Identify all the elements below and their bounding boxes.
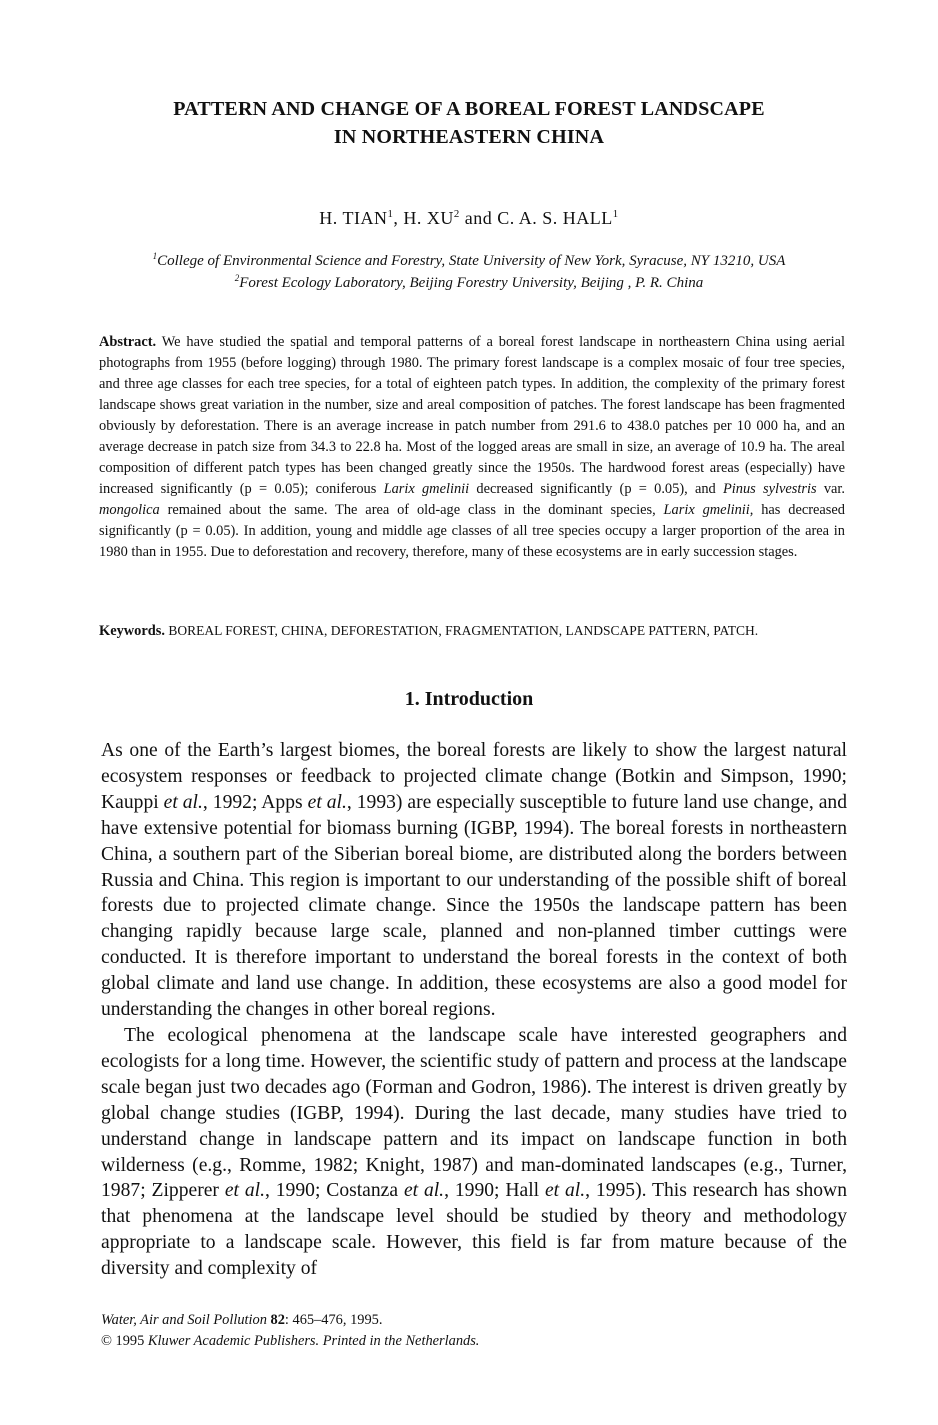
publisher-name: Kluwer Academic Publishers. Printed in the Netherlands. [147,1333,480,1349]
abstract-species-1: Larix gmelinii [383,481,470,497]
p1-etal-1: et al. [163,791,203,813]
p1-text-1: As one of the Earth’s largest biomes, the boreal forests are likely to show the largest natural ecosystem responses or feedback to projected climate change (Botkin and Simpson, 1990; Kauppi [101,740,847,813]
paragraph-2 [101,1023,847,1282]
author-3: C. A. S. HALL [497,208,613,228]
p2-text-1: The ecological phenomena at the landscape scale have interested geographers and ecologists for a long time. However, the scientific study of pattern and process at the landscape scale began just two decades ago (Forman and Godron, 1986). The interest is driven greatly by global change studies (IGBP, 1994). During the last decade, many studies have tried to understand change in landscape pattern and its impact on landscape function in both wilderness (e.g., Romme, 1982; Knight, 1987) and man-dominated landscapes (e.g., Turner, 1987; Zipperer [101,1024,847,1202]
journal-citation [101,1310,847,1331]
affiliation-2-mark: 2 [234,273,240,283]
affiliation-2-text: Forest Ecology Laboratory, Beijing Forestry University, Beijing , P. R. China [239,275,704,291]
abstract-text-2: decreased significantly (p = 0.05), and [469,481,723,497]
author-2: H. XU [403,208,454,228]
abstract-species-4: Larix gmelinii, [663,502,754,518]
p2-etal-2: et al. [403,1180,445,1202]
author-list [0,208,938,229]
author-3-affil-mark: 1 [612,208,619,220]
affiliations [0,250,938,294]
keywords-label: Keywords. [99,623,165,639]
affiliation-1 [0,250,938,272]
affiliation-1-text: College of Environmental Science and Forestry, State University of New York, Syracuse, NY 13210, USA [157,253,786,269]
author-2-affil-mark: 2 [453,208,460,220]
affiliation-1-mark: 1 [152,251,158,261]
p2-text-4: , 1995). This research has shown that phenomena at the landscape level should be studied by theory and methodology appropriate to a landscape scale. However, this field is far from mature because of the diversity and complexity of [101,1180,847,1280]
p2-etal-1: et al. [224,1180,265,1202]
abstract-label: Abstract. [99,334,157,350]
p2-text-2: , 1990; Costanza [264,1180,404,1202]
abstract-species-3: mongolica [99,502,160,518]
abstract [99,332,845,563]
p1-text-3: , 1993) are especially susceptible to future land use change, and have extensive potential for biomass burning (IGBP, 1994). The boreal forests in northeastern China, a southern part of the Siberian boreal biome, are distributed along the borders between Russia and China. This region is important to our understanding of the possible shift of boreal forests due to projected climate change. Since the 1950s the landscape pattern has been changing rapidly because large scale, planned and non-planned timber cuttings were conducted. It is therefore important to understand the boreal forests in the context of both global climate and land use change. In addition, these ecosystems are also a good model for understanding the changes in other boreal regions. [101,791,847,1021]
p1-text-2: , 1992; Apps [202,791,308,813]
copyright-year: © 1995 [101,1333,148,1349]
p2-text-3: , 1990; Hall [444,1180,545,1202]
author-separator-1: , [393,208,404,228]
author-separator-2: and [459,208,498,228]
p2-etal-3: et al. [544,1180,586,1202]
section-heading-introduction: 1. Introduction [404,688,534,710]
abstract-text-1: We have studied the spatial and temporal patterns of a boreal forest landscape in northeastern China using aerial photographs from 1955 (before logging) through 1980. The primary forest landscape is a complex mosaic of four tree species, and three age classes for each tree species, for a total of eighteen patch types. In addition, the complexity of the primary forest landscape shows great variation in the number, size and areal composition of patches. The forest landscape has been fragmented obviously by deforestation. There is an average increase in patch number from 291.6 to 438.0 patches per 10 000 ha, and an average decrease in patch size from 34.3 to 22.8 ha. Most of the logged areas are small in size, an average of 10.9 ha. The areal composition of different patch types has been changed greatly since the 1950s. The hardwood forest areas (especially) have increased significantly (p = 0.05); coniferous [99,334,845,497]
paragraph-1 [101,738,847,1023]
p1-etal-2: et al. [307,791,347,813]
author-1: H. TIAN [319,208,388,228]
affiliation-2 [0,272,938,294]
abstract-text-3: var. [816,481,846,497]
title-line-2: IN NORTHEASTERN CHINA [333,126,605,148]
journal-pages: : 465–476, 1995. [284,1312,383,1328]
abstract-species-2: Pinus sylvestris [723,481,817,497]
title-line-1: PATTERN AND CHANGE OF A BOREAL FOREST LANDSCAPE [173,98,765,120]
journal-volume: 82 [266,1312,285,1328]
keywords [99,623,845,640]
abstract-text-4: remained about the same. The area of old-age class in the dominant species, [159,502,664,518]
journal-name: Water, Air and Soil Pollution [101,1312,267,1328]
keywords-text: BOREAL FOREST, CHINA, DEFORESTATION, FRAGMENTATION, LANDSCAPE PATTERN, PATCH. [164,623,759,638]
abstract-text-5: has decreased significantly (p = 0.05). In addition, young and middle age classes of all tree species occupy a larger proportion of the area in 1980 than in 1955. Due to deforestation and recovery, therefore, many of these ecosystems are in early succession stages. [99,502,845,560]
introduction-body [101,738,847,1282]
author-1-affil-mark: 1 [387,208,394,220]
copyright-line [101,1331,847,1352]
paper-title [0,95,938,151]
citation-footer [101,1310,847,1352]
